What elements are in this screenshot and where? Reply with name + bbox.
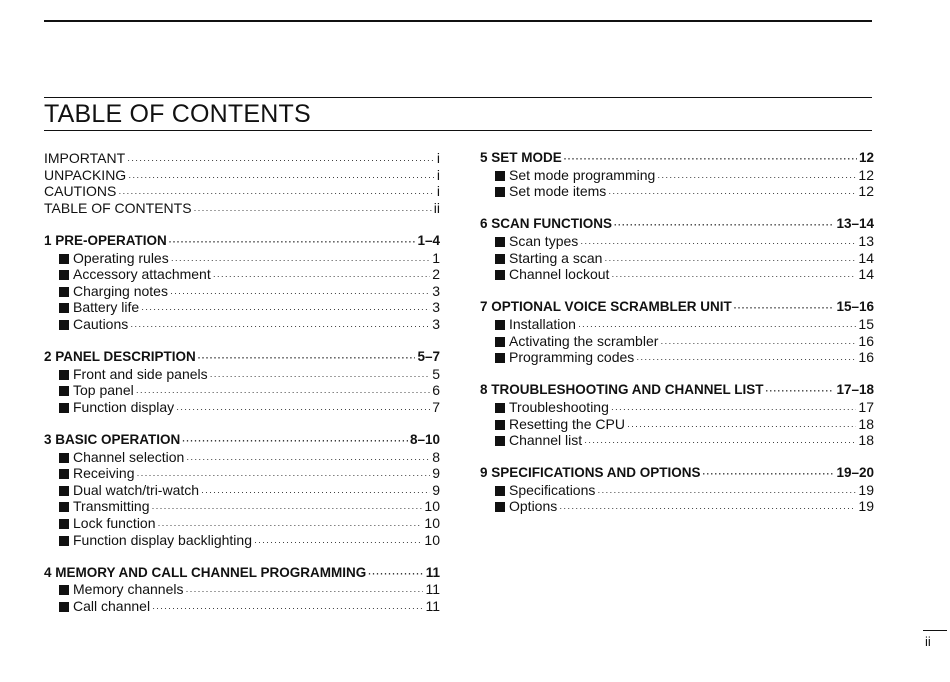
toc-section-pre-operation[interactable] <box>44 233 440 250</box>
dot-leader <box>128 169 435 186</box>
toc-section-title: 5 SET MODE <box>480 150 562 165</box>
toc-item-label: Channel list <box>509 432 583 449</box>
top-rule <box>44 20 872 22</box>
toc-item-battery-life[interactable] <box>44 299 440 316</box>
dot-leader <box>169 234 416 251</box>
toc-item-label: Accessory attachment <box>73 266 211 283</box>
toc-item-page: 18 <box>858 415 874 432</box>
square-bullet-icon <box>59 403 69 413</box>
toc-item-label: Scan types <box>509 232 579 249</box>
toc-section-set-mode[interactable] <box>480 150 874 167</box>
toc-right-column <box>480 150 874 515</box>
square-bullet-icon <box>59 270 69 280</box>
dot-leader <box>170 285 430 302</box>
square-bullet-icon <box>495 270 505 280</box>
toc-section-specifications-and-options[interactable] <box>480 465 874 482</box>
square-bullet-icon <box>59 386 69 396</box>
toc-section-basic-operation[interactable] <box>44 432 440 449</box>
dot-leader <box>564 151 857 168</box>
dot-leader <box>611 401 857 418</box>
dot-leader <box>657 169 856 186</box>
square-bullet-icon <box>59 519 69 529</box>
toc-item-label: Dual watch/tri-watch <box>73 481 200 498</box>
square-bullet-icon <box>495 436 505 446</box>
toc-item-front-and-side-panels[interactable] <box>44 366 440 383</box>
dot-leader <box>186 451 430 468</box>
toc-item-label: Memory channels <box>73 581 184 598</box>
toc-entry-important[interactable] <box>44 150 440 167</box>
toc-item-page: 17 <box>858 398 874 415</box>
dot-leader <box>254 534 422 551</box>
toc-item-set-mode-programming[interactable] <box>480 167 874 184</box>
toc-section-title: 6 SCAN FUNCTIONS <box>480 216 613 232</box>
toc-item-page: 9 <box>432 481 440 498</box>
dot-leader <box>611 268 856 285</box>
dot-leader <box>194 202 432 219</box>
square-bullet-icon <box>59 585 69 595</box>
square-bullet-icon <box>495 502 505 512</box>
dot-leader <box>660 335 856 352</box>
toc-item-label: Channel selection <box>73 448 185 465</box>
toc-item-page: 19 <box>858 498 874 515</box>
dot-leader <box>766 383 835 400</box>
dot-leader <box>141 301 430 318</box>
toc-item-top-panel[interactable] <box>44 382 440 399</box>
dot-leader <box>604 252 856 269</box>
toc-item-scan-types[interactable] <box>480 233 874 250</box>
toc-entry-label: IMPORTANT <box>44 150 126 166</box>
toc-section-memory-and-call-channel[interactable] <box>44 565 440 582</box>
toc-section-title: 4 MEMORY AND CALL CHANNEL PROGRAMMING <box>44 564 367 580</box>
square-bullet-icon <box>59 320 69 330</box>
square-bullet-icon <box>59 303 69 313</box>
toc-item-operating-rules[interactable] <box>44 250 440 267</box>
dot-leader <box>201 484 430 501</box>
toc-item-activating-the-scrambler[interactable] <box>480 333 874 350</box>
toc-item-label: Cautions <box>73 315 129 332</box>
toc-section-title: 8 TROUBLESHOOTING AND CHANNEL LIST <box>480 382 764 398</box>
toc-item-page: 15 <box>858 315 874 332</box>
dot-leader <box>152 500 423 517</box>
toc-section-pages: 13–14 <box>836 216 874 232</box>
toc-item-label: Programming codes <box>509 349 635 366</box>
toc-item-page: 16 <box>858 332 874 349</box>
toc-item-page: 11 <box>425 598 440 615</box>
dot-leader <box>614 217 834 234</box>
square-bullet-icon <box>59 469 69 479</box>
toc-section-voice-scrambler[interactable] <box>480 299 874 316</box>
page-number: ii <box>925 634 931 649</box>
toc-section-pages: 19–20 <box>836 465 874 481</box>
toc-item-label: Activating the scrambler <box>509 332 659 349</box>
toc-item-receiving[interactable] <box>44 465 440 482</box>
toc-item-options[interactable] <box>480 498 874 515</box>
toc-item-page: 14 <box>858 249 874 266</box>
toc-item-troubleshooting[interactable] <box>480 399 874 416</box>
dot-leader <box>627 418 856 435</box>
toc-item-channel-lockout[interactable] <box>480 266 874 283</box>
toc-item-label: Set mode programming <box>509 166 656 183</box>
toc-section-pages: 11 <box>425 564 440 580</box>
toc-item-function-display[interactable] <box>44 399 440 416</box>
toc-section-title: 1 PRE-OPERATION <box>44 232 167 248</box>
square-bullet-icon <box>59 254 69 264</box>
square-bullet-icon <box>59 536 69 546</box>
toc-entry-label: UNPACKING <box>44 166 127 183</box>
toc-item-channel-selection[interactable] <box>44 449 440 466</box>
toc-item-label: Operating rules <box>73 249 169 266</box>
toc-section-pages: 1–4 <box>417 232 440 248</box>
toc-item-label: Function display <box>73 398 175 415</box>
toc-left-column <box>44 150 440 615</box>
toc-section-title: 7 OPTIONAL VOICE SCRAMBLER UNIT <box>480 299 732 315</box>
toc-item-label: Specifications <box>509 481 596 498</box>
toc-item-label: Installation <box>509 315 576 332</box>
toc-item-page: 19 <box>858 481 874 498</box>
toc-item-page: 16 <box>858 349 874 366</box>
toc-item-label: Channel lockout <box>509 266 610 283</box>
toc-item-label: Starting a scan <box>509 249 603 266</box>
toc-item-label: Troubleshooting <box>509 398 609 415</box>
toc-item-page: 5 <box>432 365 440 382</box>
toc-item-call-channel[interactable] <box>44 598 440 615</box>
toc-item-label: Call channel <box>73 598 151 615</box>
toc-section-scan-functions[interactable] <box>480 216 874 233</box>
toc-item-page: 9 <box>432 465 440 482</box>
toc-item-page: 8 <box>432 448 440 465</box>
dot-leader <box>130 318 430 335</box>
square-bullet-icon <box>495 420 505 430</box>
toc-section-title: 2 PANEL DESCRIPTION <box>44 349 196 365</box>
toc-item-channel-list[interactable] <box>480 432 874 449</box>
page-title: TABLE OF CONTENTS <box>44 100 311 128</box>
toc-entry-cautions[interactable] <box>44 183 440 200</box>
toc-entry-page: ii <box>433 199 440 216</box>
dot-leader <box>186 583 424 600</box>
dot-leader <box>176 401 430 418</box>
page-number-rule <box>923 630 947 631</box>
toc-item-page: 14 <box>858 266 874 283</box>
toc-item-page: 2 <box>432 266 440 283</box>
toc-section-troubleshooting-and-channel-list[interactable] <box>480 382 874 399</box>
toc-entry-table-of-contents[interactable] <box>44 200 440 217</box>
toc-item-label: Options <box>509 498 558 515</box>
toc-item-page: 12 <box>858 166 874 183</box>
toc-section-pages: 8–10 <box>409 432 440 448</box>
toc-section-title: 9 SPECIFICATIONS AND OPTIONS <box>480 465 701 481</box>
square-bullet-icon <box>59 486 69 496</box>
toc-item-cautions[interactable] <box>44 316 440 333</box>
toc-item-page: 10 <box>424 515 440 532</box>
toc-entry-page: i <box>436 183 440 200</box>
toc-item-resetting-the-cpu[interactable] <box>480 416 874 433</box>
toc-section-pages: 12 <box>858 150 874 165</box>
toc-item-accessory-attachment[interactable] <box>44 266 440 283</box>
toc-item-memory-channels[interactable] <box>44 581 440 598</box>
title-top-rule <box>44 97 872 98</box>
toc-section-panel-description[interactable] <box>44 349 440 366</box>
toc-item-page: 10 <box>424 531 440 548</box>
toc-item-label: Battery life <box>73 299 140 316</box>
toc-item-label: Receiving <box>73 465 135 482</box>
dot-leader <box>368 566 423 583</box>
toc-item-page: 10 <box>424 498 440 515</box>
dot-leader <box>559 500 856 517</box>
toc-item-page: 3 <box>432 299 440 316</box>
square-bullet-icon <box>59 370 69 380</box>
square-bullet-icon <box>495 171 505 181</box>
toc-item-set-mode-items[interactable] <box>480 183 874 200</box>
square-bullet-icon <box>59 502 69 512</box>
toc-item-installation[interactable] <box>480 316 874 333</box>
dot-leader <box>152 600 423 617</box>
toc-item-label: Resetting the CPU <box>509 415 625 432</box>
toc-item-page: 3 <box>432 282 440 299</box>
square-bullet-icon <box>495 486 505 496</box>
toc-entry-page: i <box>436 150 440 166</box>
toc-item-specifications[interactable] <box>480 482 874 499</box>
dot-leader <box>182 433 408 450</box>
toc-item-label: Lock function <box>73 515 156 532</box>
square-bullet-icon <box>495 337 505 347</box>
square-bullet-icon <box>495 353 505 363</box>
toc-item-label: Set mode items <box>509 183 607 200</box>
toc-item-dual-watch[interactable] <box>44 482 440 499</box>
toc-item-page: 13 <box>858 232 874 249</box>
toc-item-page: 18 <box>858 432 874 449</box>
dot-leader <box>136 384 430 401</box>
toc-item-label: Transmitting <box>73 498 150 515</box>
toc-item-label: Top panel <box>73 382 134 399</box>
toc-entry-unpacking[interactable] <box>44 167 440 184</box>
square-bullet-icon <box>495 403 505 413</box>
square-bullet-icon <box>495 254 505 264</box>
toc-entry-label: TABLE OF CONTENTS <box>44 199 192 216</box>
toc-entry-label: CAUTIONS <box>44 183 117 200</box>
dot-leader <box>580 235 856 252</box>
square-bullet-icon <box>59 287 69 297</box>
toc-item-function-display-backlighting[interactable] <box>44 532 440 549</box>
square-bullet-icon <box>495 237 505 247</box>
dot-leader <box>127 152 435 169</box>
toc-section-pages: 15–16 <box>836 299 874 315</box>
toc-section-title: 3 BASIC OPERATION <box>44 432 181 448</box>
dot-leader <box>734 300 835 317</box>
toc-item-label: Front and side panels <box>73 365 208 382</box>
dot-leader <box>597 484 856 501</box>
toc-item-page: 6 <box>432 382 440 399</box>
toc-item-page: 7 <box>432 398 440 415</box>
toc-item-label: Charging notes <box>73 282 168 299</box>
dot-leader <box>608 185 856 202</box>
toc-item-starting-a-scan[interactable] <box>480 250 874 267</box>
toc-item-lock-function[interactable] <box>44 515 440 532</box>
toc-item-page: 11 <box>425 581 440 598</box>
toc-item-label: Function display backlighting <box>73 531 252 548</box>
dot-leader <box>636 351 856 368</box>
toc-entry-page: i <box>436 166 440 183</box>
toc-item-page: 12 <box>858 183 874 200</box>
toc-section-pages: 17–18 <box>836 382 874 398</box>
toc-section-pages: 5–7 <box>417 349 440 365</box>
dot-leader <box>703 466 835 483</box>
square-bullet-icon <box>495 320 505 330</box>
toc-item-page: 1 <box>432 249 440 266</box>
toc-item-transmitting[interactable] <box>44 498 440 515</box>
square-bullet-icon <box>59 602 69 612</box>
dot-leader <box>213 268 430 285</box>
toc-item-page: 3 <box>432 315 440 332</box>
dot-leader <box>210 368 431 385</box>
dot-leader <box>198 350 416 367</box>
dot-leader <box>584 434 856 451</box>
title-bottom-rule <box>44 130 872 131</box>
square-bullet-icon <box>495 187 505 197</box>
toc-item-programming-codes[interactable] <box>480 349 874 366</box>
square-bullet-icon <box>59 453 69 463</box>
toc-item-charging-notes[interactable] <box>44 283 440 300</box>
